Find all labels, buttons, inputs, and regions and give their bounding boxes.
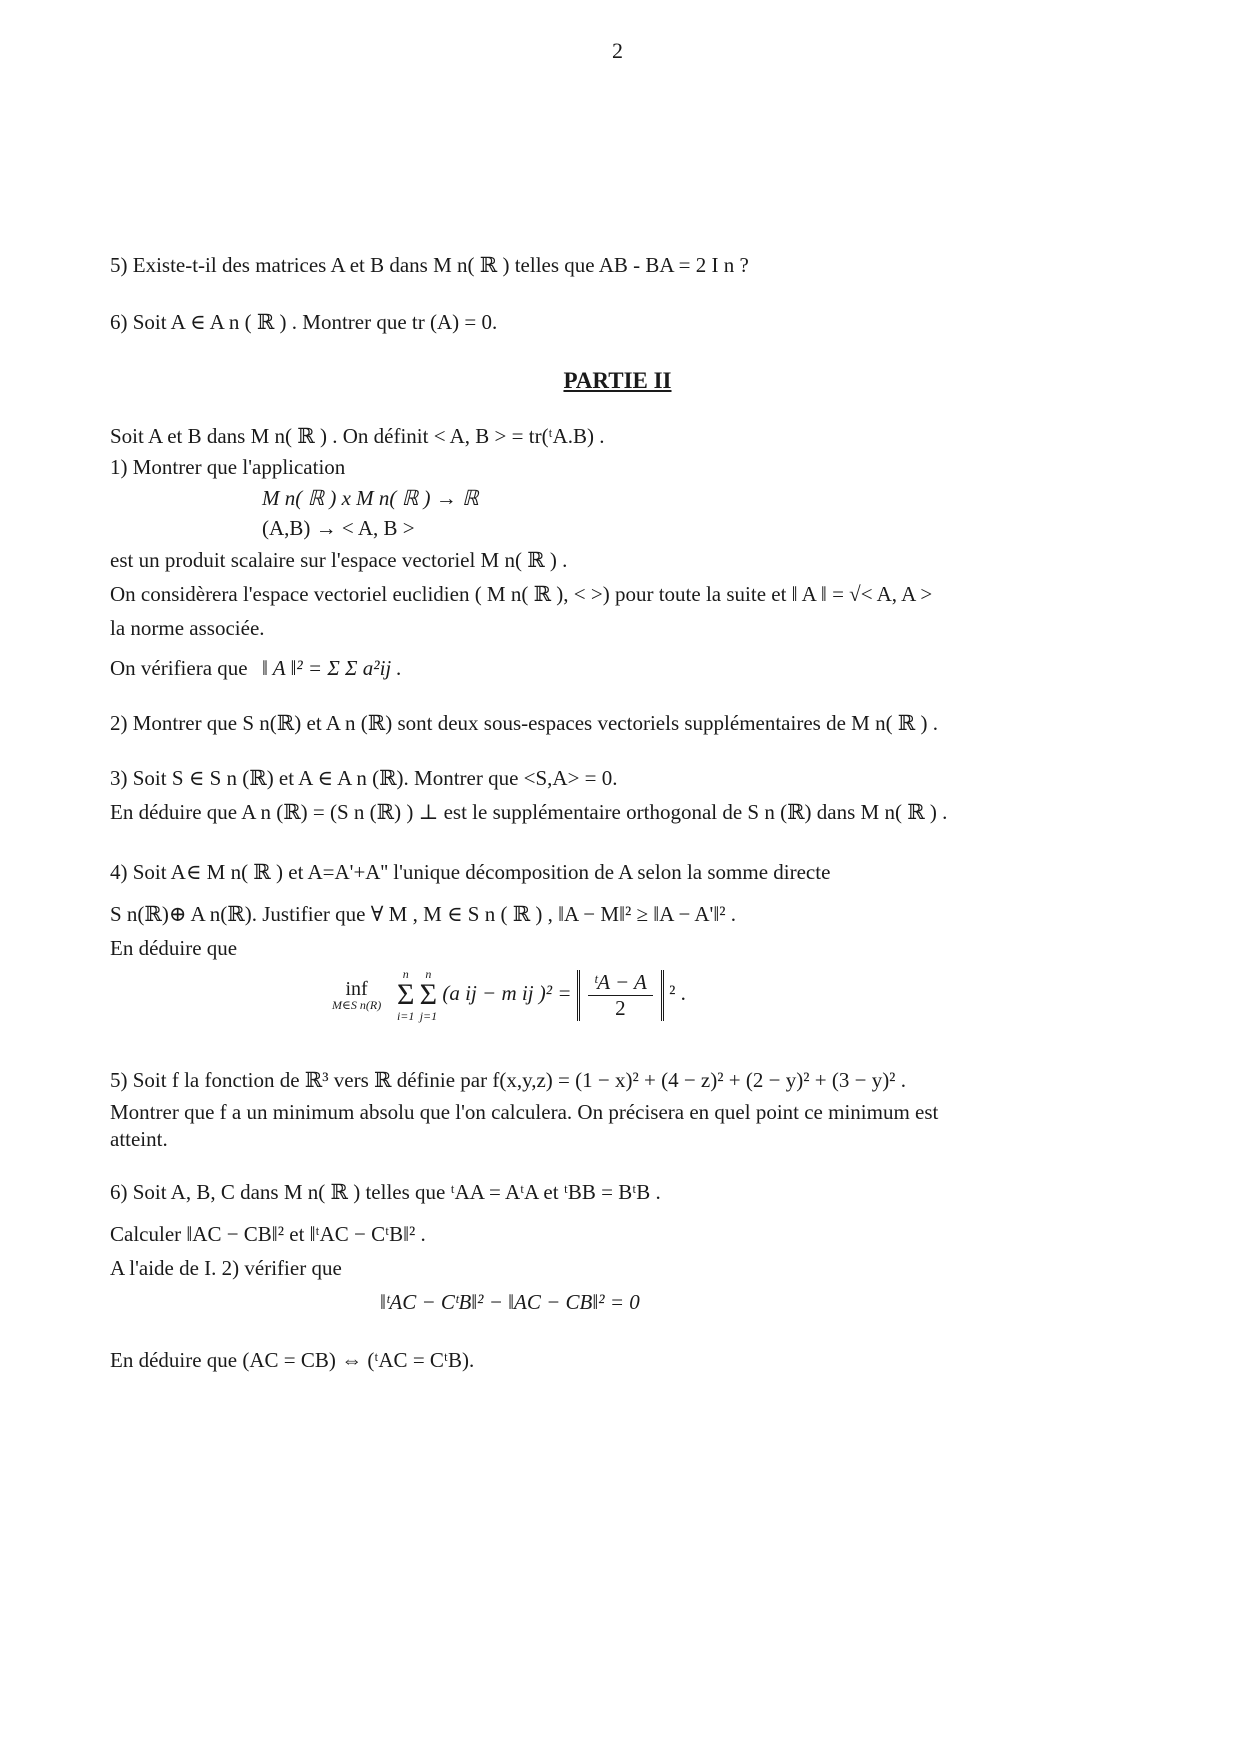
sum-i-sigma: Σ: [396, 978, 415, 1011]
item-5-b: Montrer que f a un minimum absolu que l'on calculera. On précisera en quel point ce minimum est: [110, 1100, 939, 1124]
item-4: 4) Soit A∈ M n( ℝ ) et A=A'+A'' l'unique décomposition de A selon la somme directe: [110, 860, 831, 884]
item-6: 6) Soit A, B, C dans M n( ℝ ) telles que ᵗAA = AᵗA et ᵗBB = BᵗB .: [110, 1180, 661, 1204]
inf-label: inf: [345, 978, 368, 1000]
map-line-1: M n( ℝ ) x M n( ℝ ) → ℝ: [262, 486, 479, 510]
map-line-2: (A,B) → < A, B >: [262, 516, 415, 540]
item-4-c: En déduire que: [110, 936, 238, 960]
item-1-b: est un produit scalaire sur l'espace vectoriel M n( ℝ ) .: [110, 548, 568, 572]
part-title: PARTIE II: [563, 368, 672, 393]
question-6: 6) Soit A ∈ A n ( ℝ ) . Montrer que tr (A) = 0.: [110, 310, 498, 334]
item-5: 5) Soit f la fonction de ℝ³ vers ℝ définie par f(x,y,z) = (1 − x)² + (4 − z)² + (2 − y)² + (3 − y)² .: [110, 1068, 906, 1092]
item-2: 2) Montrer que S n(ℝ) et A n (ℝ) sont deux sous-espaces vectoriels supplémentaires de M n( ℝ ) .: [110, 711, 939, 735]
item-6-c: A l'aide de I. 2) vérifier que: [110, 1256, 342, 1280]
question-5: 5) Existe-t-il des matrices A et B dans M n( ℝ ) telles que AB - BA = 2 I n ?: [110, 253, 749, 277]
fraction-numerator: ᵗA − A: [588, 970, 653, 996]
item-4-b: S n(ℝ)⊕ A n(ℝ). Justifier que ∀ M , M ∈ S n ( ℝ ) , ‖A − M‖² ≥ ‖A − A'‖² .: [110, 902, 737, 926]
fraction: [588, 970, 653, 1021]
sum-i-upper: n: [402, 967, 409, 981]
item-3: 3) Soit S ∈ S n (ℝ) et A ∈ A n (ℝ). Montrer que <S,A> = 0.: [110, 766, 618, 790]
norm-bars: [577, 970, 664, 1021]
sum-j-upper: n: [425, 967, 432, 981]
inf-subscript: M∈S n(R): [332, 998, 382, 1012]
item-5-c: atteint.: [110, 1127, 168, 1151]
item-1-e-text: On vérifiera que: [110, 656, 248, 680]
item-3-b: En déduire que A n (ℝ) = (S n (ℝ) ) ⊥ est le supplémentaire orthogonal de S n (ℝ) dans M n( ℝ ) .: [110, 800, 948, 824]
sum-i-lower: i=1: [396, 1009, 415, 1023]
item-6-formula: ‖ᵗAC − CᵗB‖² − ‖AC − CB‖² = 0: [380, 1290, 640, 1314]
intro-line: Soit A et B dans M n( ℝ ) . On définit < A, B > = tr(ᵗA.B) .: [110, 424, 605, 448]
page-number: 2: [612, 38, 623, 63]
norm-formula: ‖ A ‖² = Σ Σ a²ij .: [262, 656, 402, 680]
item-1-c: On considèrera l'espace vectoriel euclidien ( M n( ℝ ), < >) pour toute la suite et ‖ A ‖ = √< A, A >: [110, 582, 933, 606]
sum-j-sigma: Σ: [419, 978, 438, 1011]
item-1: 1) Montrer que l'application: [110, 455, 346, 479]
sum-j: [420, 968, 437, 1022]
item-1-d: la norme associée.: [110, 616, 265, 640]
sum-j-lower: j=1: [419, 1009, 438, 1023]
sum-body: (a ij − m ij )² =: [442, 980, 572, 1005]
fraction-denominator: 2: [615, 995, 626, 1020]
inf-operator: [332, 979, 381, 1011]
item-6-b: Calculer ‖AC − CB‖² et ‖ᵗAC − CᵗB‖² .: [110, 1222, 426, 1246]
sum-i: [397, 968, 414, 1022]
item-6-d: En déduire que (AC = CB) ⇔ (ᵗAC = CᵗB).: [110, 1348, 475, 1372]
inf-formula: inf M∈S n(R) n Σ i=1 n Σ j=1 (a ij − m ij )² = $\frac{\text{ᵗA − A}}{2}$ ² .: [332, 967, 686, 1023]
